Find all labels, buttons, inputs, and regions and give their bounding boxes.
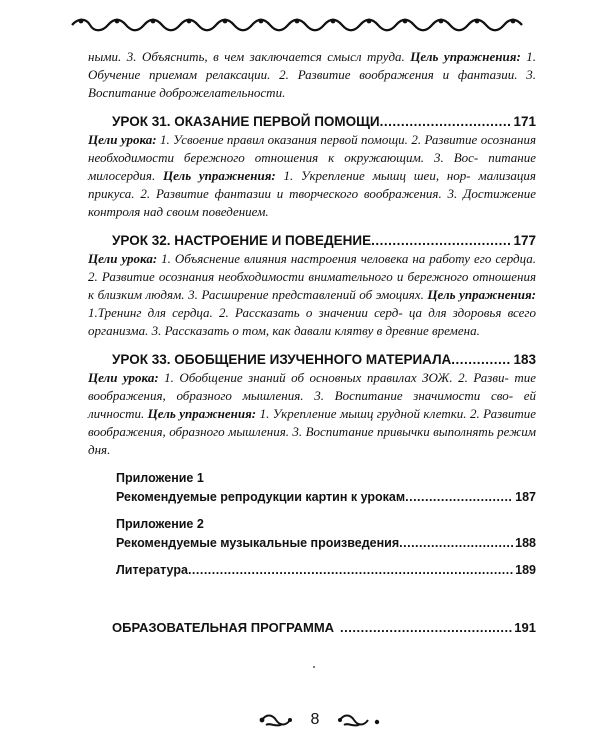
lesson-goals-text: 1. Объяснение влияния настроения человека на работу его сердца. 2. Развитие осознания необходимости внимательного и бережного отношения к близким людям. 3. Расширение представлений об эмоциях.: [88, 251, 537, 302]
lesson-33: [88, 350, 536, 459]
exercise-goal-text: 1.Тренинг для сердца. 2. Рассказать о значении серд- ца для здоровья всего организма. 3. Рассказать о том, как давали клятву в древние времена.: [88, 305, 536, 338]
appendix-1-title: Приложение 1: [116, 471, 204, 485]
table-of-contents: [88, 48, 536, 637]
lesson-goals-label: Цели урока:: [88, 370, 159, 385]
leader-dots: [451, 350, 511, 369]
speck: [313, 666, 315, 668]
page-number: 183: [513, 352, 536, 367]
leader-dots: [371, 231, 511, 250]
leader-dots: [405, 488, 513, 507]
page-number: 171: [513, 114, 536, 129]
page-number: 189: [515, 563, 536, 577]
leader-dots: [334, 618, 512, 637]
entry-title: ОБРАЗОВАТЕЛЬНАЯ ПРОГРАММА: [112, 620, 335, 635]
exercise-goal-label: Цель упражнения:: [410, 49, 521, 64]
lesson-33-description: [88, 369, 536, 459]
appendix-2-title: Приложение 2: [116, 517, 204, 531]
lesson-goals-label: Цели урока:: [88, 251, 158, 266]
exercise-goal-text: 1. Укрепление мышц шеи, нор- мализация прикуса. 2. Развитие фантазии и творческого воображения. 3. Достижение контроля над своим поведением.: [88, 168, 536, 219]
top-ornament-border: [68, 16, 532, 34]
page-number: 191: [514, 620, 536, 635]
lesson-31-description: [88, 131, 536, 221]
page-number: 188: [515, 536, 536, 550]
lesson-31-heading[interactable]: [88, 112, 536, 131]
lesson-32-heading[interactable]: [88, 231, 536, 250]
lesson-31: [88, 112, 536, 221]
entry-title: Рекомендуемые репродукции картин к урокам: [116, 490, 406, 504]
intro-text-continued: 1. Обучение приемам релаксации. 2. Развитие воображения и фантазии. 3. Воспитание доброжелательности.: [88, 49, 537, 100]
intro-paragraph: [88, 48, 536, 102]
program-entry[interactable]: [88, 618, 536, 637]
lesson-title: УРОК 31. ОКАЗАНИЕ ПЕРВОЙ ПОМОЩИ: [112, 114, 380, 129]
intro-text: ными. 3. Объяснить, в чем заключается смысл труда.: [88, 49, 411, 64]
entry-title: Рекомендуемые музыкальные произведения: [116, 536, 400, 550]
appendices: [88, 469, 536, 580]
lesson-33-heading[interactable]: [88, 350, 536, 369]
exercise-goal-text: 1. Укрепление мышц грудной клетки. 2. Развитие воображения, образного мышления. 3. Воспитание привычки выполнять режим дня.: [88, 406, 536, 457]
lesson-goals-label: Цели урока:: [88, 132, 157, 147]
leader-dots: [399, 534, 513, 553]
exercise-goal-label: Цель упражнения:: [162, 168, 276, 183]
lesson-title: УРОК 32. НАСТРОЕНИЕ И ПОВЕДЕНИЕ: [112, 233, 372, 248]
leader-dots: [188, 561, 513, 580]
entry-title: Литература: [116, 563, 188, 577]
lesson-32: [88, 231, 536, 340]
lesson-title: УРОК 33. ОБОБЩЕНИЕ ИЗУЧЕННОГО МАТЕРИАЛА: [112, 352, 452, 367]
page-number: 187: [515, 490, 536, 504]
literature-entry[interactable]: [116, 561, 536, 580]
exercise-goal-label: Цель упражнения:: [427, 287, 537, 302]
leader-dots: [380, 112, 512, 131]
exercise-goal-label: Цель упражнения:: [147, 406, 257, 421]
page-number-footer: 8: [310, 711, 320, 728]
page-number: 177: [513, 233, 536, 248]
appendix-1-entry[interactable]: [116, 488, 536, 507]
appendix-2-entry[interactable]: [116, 534, 536, 553]
lesson-goals-text: 1. Обобщение знаний об основных правилах ЗОЖ. 2. Разви- тие воображения, образного мышления. 3. Воспитание значимости сво- ей личности.: [88, 370, 536, 421]
lesson-goals-text: 1. Усвоение правил оказания первой помощи. 2. Развитие осознания необходимости бережного отношения к окружающим. 3. Вос- питание милосердия.: [88, 132, 537, 183]
lesson-32-description: [88, 250, 536, 340]
